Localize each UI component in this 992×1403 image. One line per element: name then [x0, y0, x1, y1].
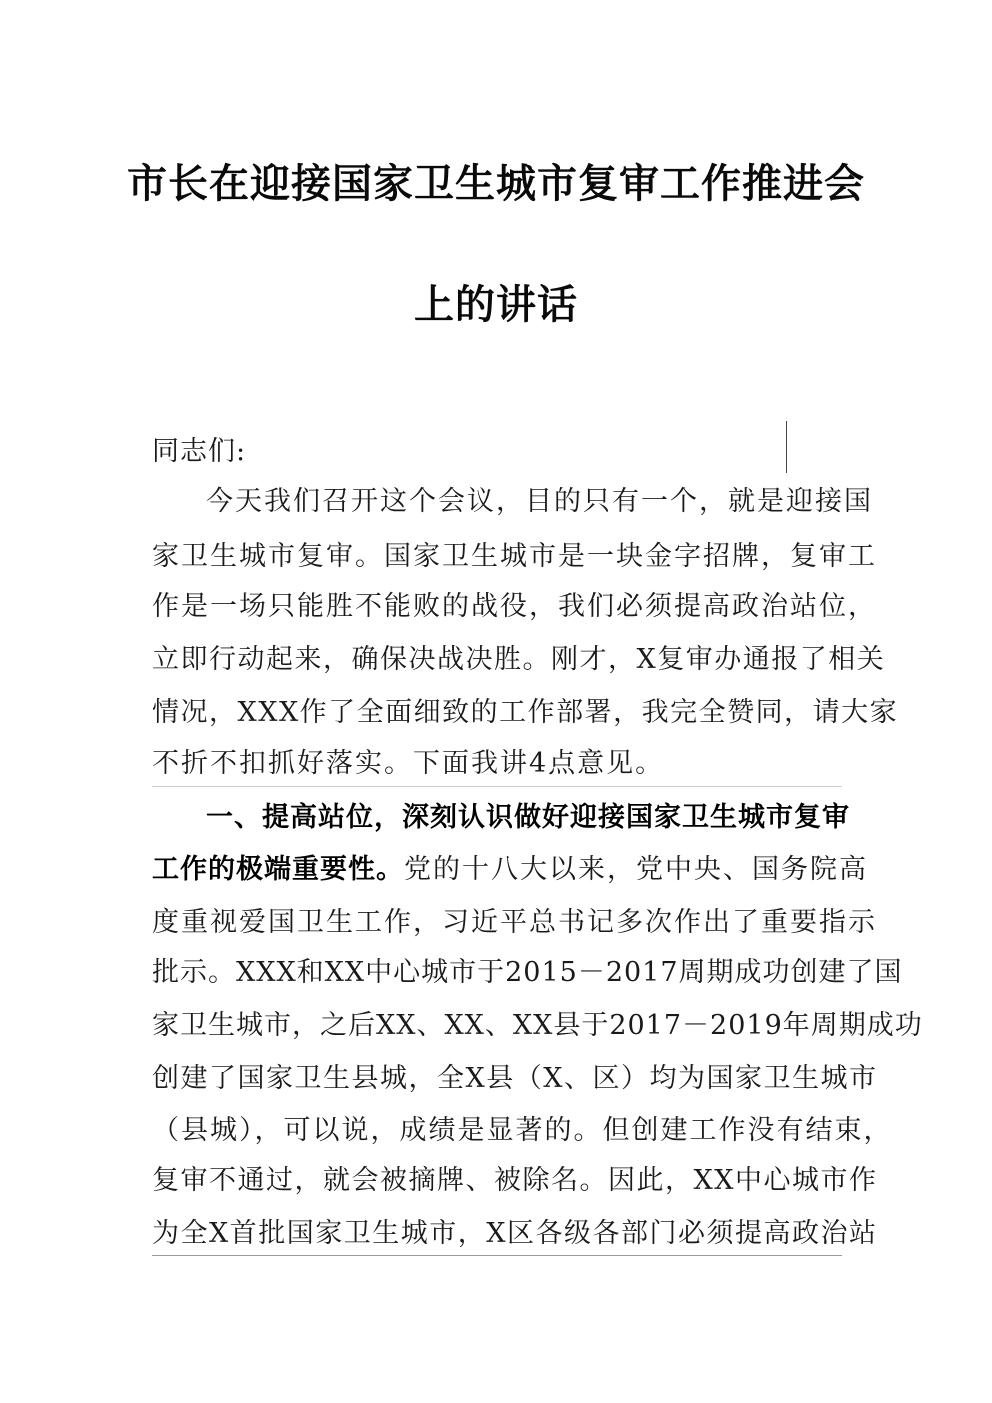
intro-line: 作是一场只能胜不能败的战役，我们必须提高政治站位， [152, 591, 877, 622]
section-body-text: 党的十八大以来，党中央、国务院高 [404, 854, 868, 885]
section-divider [152, 786, 842, 787]
section-heading-continued: 工作的极端重要性。 [152, 854, 404, 885]
section-body-line: 度重视爱国卫生工作，习近平总书记多次作出了重要指示 [152, 907, 877, 938]
section-heading: 一、提高站位，深刻认识做好迎接国家卫生城市复审 [206, 802, 850, 833]
salutation: 同志们: [152, 436, 247, 467]
section-body-line: 为全X首批国家卫生城市，X区各级各部门必须提高政治站 [152, 1218, 878, 1249]
document-title-line-1: 市长在迎接国家卫生城市复审工作推进会 [127, 160, 865, 207]
margin-mark [786, 421, 787, 473]
intro-line: 不折不扣抓好落实。下面我讲4点意见。 [152, 748, 665, 779]
section-body-line: （县城），可以说，成绩是显著的。但创建工作没有结束， [152, 1115, 893, 1146]
section-body-line: 批示。XXX和XX中心城市于2015－2017周期成功创建了国 [152, 957, 903, 988]
section-heading-line [206, 798, 850, 838]
section-body-line: 创建了国家卫生县城，全X县（X、区）均为国家卫生城市 [152, 1063, 878, 1094]
intro-line: 情况，XXX作了全面细致的工作部署，我完全赞同，请大家 [152, 697, 899, 728]
section-body-line: 复审不通过，就会被摘牌、被除名。因此，XX中心城市作 [152, 1165, 878, 1196]
intro-line: 家卫生城市复审。国家卫生城市是一块金字招牌，复审工 [152, 541, 877, 572]
section-body-line: 家卫生城市，之后XX、XX、XX县于2017－2019年周期成功 [152, 1010, 923, 1041]
intro-line: 立即行动起来，确保决战决胜。刚才，X复审办通报了相关 [152, 644, 886, 675]
section-body-line [152, 850, 868, 890]
document-title-line-2: 上的讲话 [414, 281, 578, 328]
intro-line: 今天我们召开这个会议，目的只有一个，就是迎接国 [206, 486, 873, 517]
page-bottom-rule [152, 1255, 842, 1256]
